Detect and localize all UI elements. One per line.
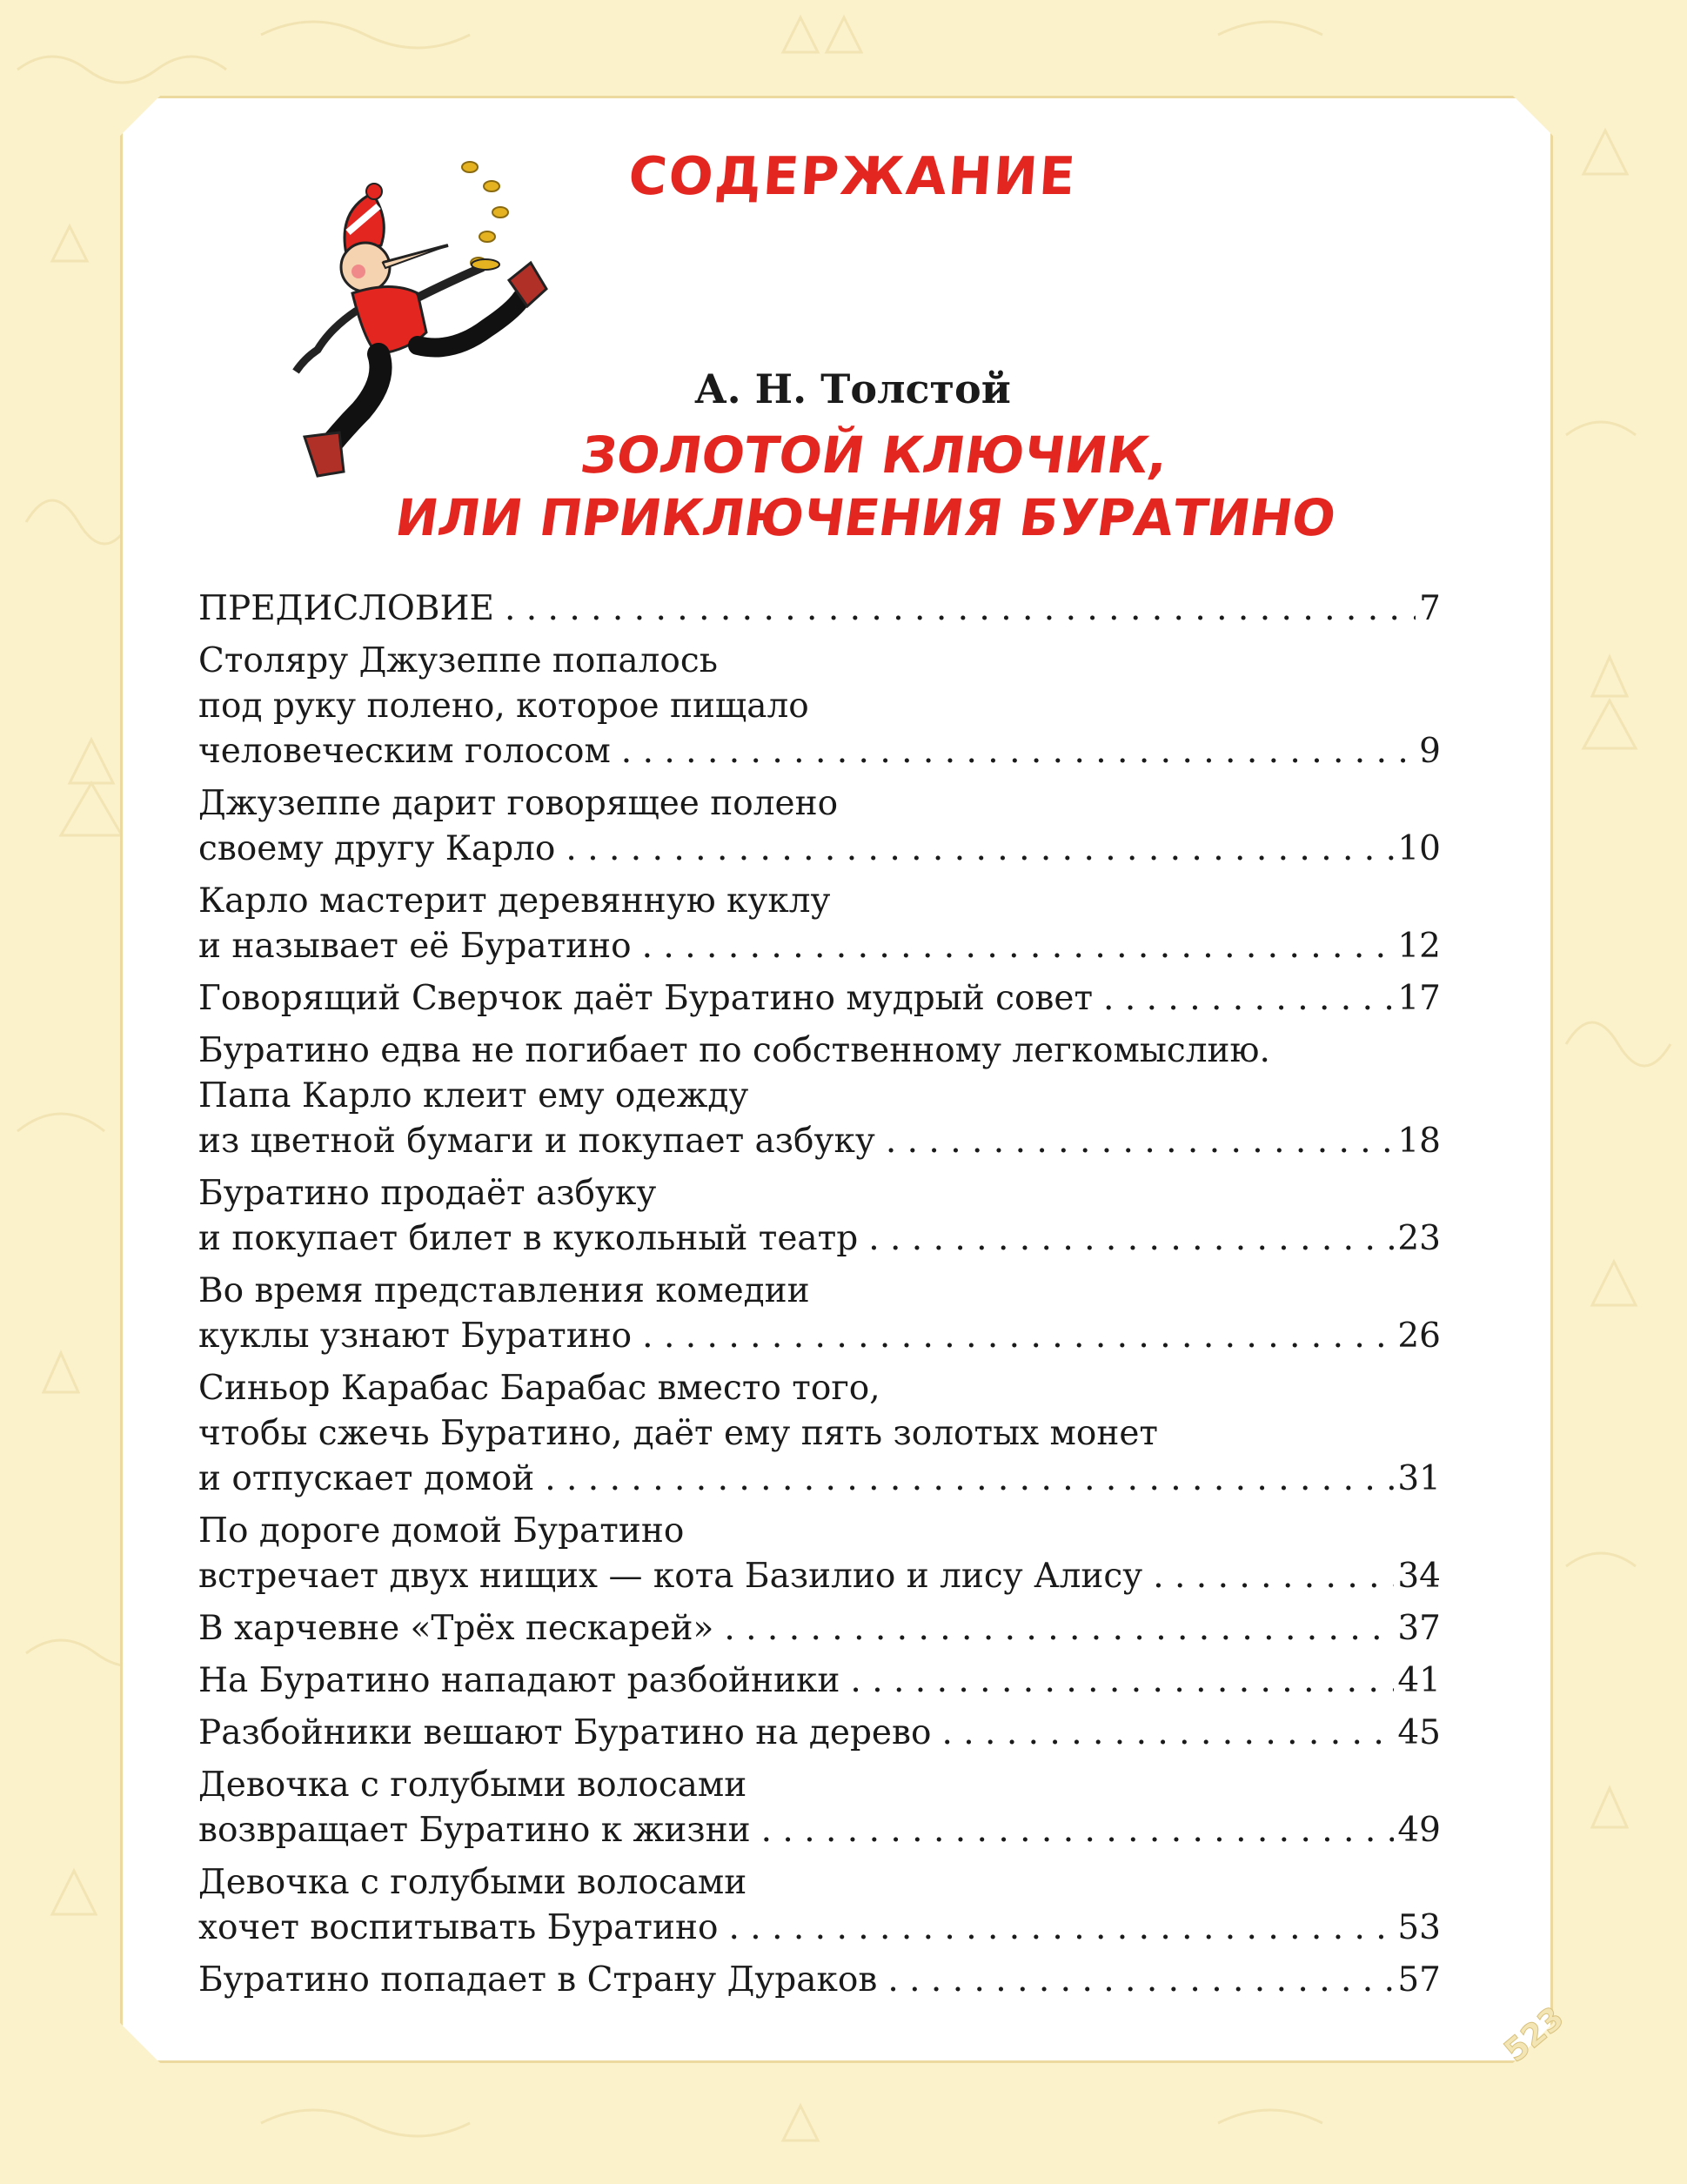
toc-entry-last-line: [198, 1808, 1441, 1853]
toc-page-number: 10: [1397, 829, 1441, 868]
toc-entry: [198, 976, 1441, 1022]
toc-page-number: 17: [1397, 979, 1441, 1018]
toc-entry-line: По дороге домой Буратино: [198, 1511, 685, 1551]
toc-leader-dots: [566, 827, 1394, 872]
toc-entry: [198, 639, 1441, 774]
toc-leader-dots: [642, 1314, 1394, 1359]
toc-entry-line: Девочка с голубыми волосами: [198, 1765, 747, 1805]
toc-leader-dots: [1103, 976, 1394, 1022]
toc-entry-title: из цветной бумаги и покупает азбуку: [198, 1122, 875, 1161]
toc-entry: [198, 781, 1441, 872]
toc-entry-last-line: [198, 586, 1441, 632]
gold-coins: [462, 162, 508, 268]
toc-entry-line: Синьор Карабас Барабас вместо того,: [198, 1369, 880, 1408]
toc-entry-title: Буратино попадает в Страну Дураков: [198, 1960, 878, 2000]
toc-entry-last-line: [198, 1906, 1441, 1951]
toc-entry-title: и отпускает домой: [198, 1459, 535, 1498]
toc-entry-line: Джузеппе дарит говорящее полено: [198, 784, 839, 823]
toc-leader-dots: [761, 1808, 1395, 1853]
toc-page-number: 31: [1397, 1459, 1441, 1498]
toc-entry-line: чтобы сжечь Буратино, даёт ему пять золотых монет: [198, 1414, 1158, 1453]
toc-entry: [198, 1171, 1441, 1262]
toc-entry-title: хочет воспитывать Буратино: [198, 1908, 719, 1947]
table-of-contents: [198, 586, 1441, 2010]
toc-entry: [198, 1366, 1441, 1502]
toc-page-number: 34: [1397, 1557, 1441, 1596]
book-title-line1: ЗОЛОТОЙ КЛЮЧИК,: [577, 425, 1172, 485]
toc-page-number: 9: [1419, 732, 1441, 771]
toc-entry-last-line: [198, 1554, 1441, 1599]
toc-page-number: 53: [1397, 1908, 1441, 1947]
toc-entry: [198, 586, 1441, 632]
toc-entry-title: человеческим голосом: [198, 732, 611, 771]
toc-entry-last-line: [198, 1606, 1441, 1651]
toc-entry-last-line: [198, 1658, 1441, 1704]
toc-entry-line: Девочка с голубыми волосами: [198, 1863, 747, 1902]
toc-entry-title: куклы узнают Буратино: [198, 1316, 633, 1356]
toc-page-number: 37: [1397, 1609, 1441, 1648]
toc-page-number: 18: [1397, 1122, 1441, 1161]
toc-entry-title: встречает двух нищих — кота Базилио и лису Алису: [198, 1557, 1143, 1596]
toc-leader-dots: [887, 1958, 1394, 2003]
toc-entry-title: Говорящий Сверчок даёт Буратино мудрый совет: [198, 979, 1094, 1018]
toc-entry-title: и покупает билет в кукольный театр: [198, 1219, 859, 1258]
toc-entry-title: Разбойники вешают Буратино на дерево: [198, 1713, 932, 1752]
toc-entry-line: Карло мастерит деревянную куклу: [198, 881, 831, 921]
toc-page-number: 57: [1397, 1960, 1441, 2000]
toc-entry: [198, 1606, 1441, 1651]
toc-page-number: 23: [1397, 1219, 1441, 1258]
toc-leader-dots: [850, 1658, 1394, 1704]
toc-entry: [198, 1711, 1441, 1756]
toc-entry-line: Столяру Джузеппе попалось: [198, 641, 718, 680]
toc-entry-last-line: [198, 1711, 1441, 1756]
toc-leader-dots: [545, 1457, 1394, 1502]
toc-entry-line: под руку полено, которое пищало: [198, 687, 809, 726]
toc-page-number: 12: [1397, 927, 1441, 966]
toc-leader-dots: [886, 1119, 1395, 1164]
toc-page-number: 45: [1397, 1713, 1441, 1752]
toc-entry-line: Папа Карло клеит ему одежду: [198, 1076, 749, 1115]
toc-entry-last-line: [198, 1119, 1441, 1164]
toc-entry: [198, 1269, 1441, 1359]
toc-entry-last-line: [198, 729, 1441, 774]
toc-entry-last-line: [198, 1457, 1441, 1502]
author-name: А. Н. Толстой: [694, 365, 1011, 412]
toc-entry-title: На Буратино нападают разбойники: [198, 1661, 840, 1700]
toc-entry-last-line: [198, 924, 1441, 969]
toc-page-number: 26: [1397, 1316, 1441, 1356]
toc-entry: [198, 1860, 1441, 1951]
toc-page-number: 49: [1397, 1811, 1441, 1850]
toc-leader-dots: [1153, 1554, 1394, 1599]
toc-entry-title: и называет её Буратино: [198, 927, 632, 966]
toc-entry-last-line: [198, 1958, 1441, 2003]
toc-entry: [198, 1958, 1441, 2003]
toc-leader-dots: [724, 1606, 1394, 1651]
toc-entry-last-line: [198, 827, 1441, 872]
toc-entry: [198, 1763, 1441, 1853]
toc-entry: [198, 1658, 1441, 1704]
toc-entry-last-line: [198, 1314, 1441, 1359]
page-number: 523: [1497, 2000, 1571, 2070]
toc-entry: [198, 879, 1441, 969]
toc-leader-dots: [728, 1906, 1394, 1951]
toc-leader-dots: [621, 729, 1416, 774]
toc-entry-title: возвращает Буратино к жизни: [198, 1811, 751, 1850]
toc-leader-dots: [505, 586, 1416, 632]
toc-page-number: 7: [1419, 589, 1441, 628]
contents-title: СОДЕРЖАНИЕ: [626, 146, 1079, 207]
toc-entry-title: своему другу Карло: [198, 829, 556, 868]
book-title: [305, 424, 1436, 549]
toc-entry: [198, 1028, 1441, 1164]
toc-leader-dots: [941, 1711, 1394, 1756]
toc-page-number: 41: [1397, 1661, 1441, 1700]
toc-entry: [198, 1509, 1441, 1599]
toc-leader-dots: [868, 1216, 1394, 1262]
toc-entry-title: В харчевне «Трёх пескарей»: [198, 1609, 714, 1648]
toc-entry-title: ПРЕДИСЛОВИЕ: [198, 589, 494, 628]
toc-entry-line: Буратино едва не погибает по собственному легкомыслию.: [198, 1031, 1270, 1070]
toc-entry-last-line: [198, 976, 1441, 1022]
toc-entry-line: Буратино продаёт азбуку: [198, 1174, 657, 1213]
book-title-line2: ИЛИ ПРИКЛЮЧЕНИЯ БУРАТИНО: [392, 488, 1340, 547]
toc-entry-line: Во время представления комедии: [198, 1271, 810, 1310]
toc-leader-dots: [642, 924, 1395, 969]
toc-entry-last-line: [198, 1216, 1441, 1262]
